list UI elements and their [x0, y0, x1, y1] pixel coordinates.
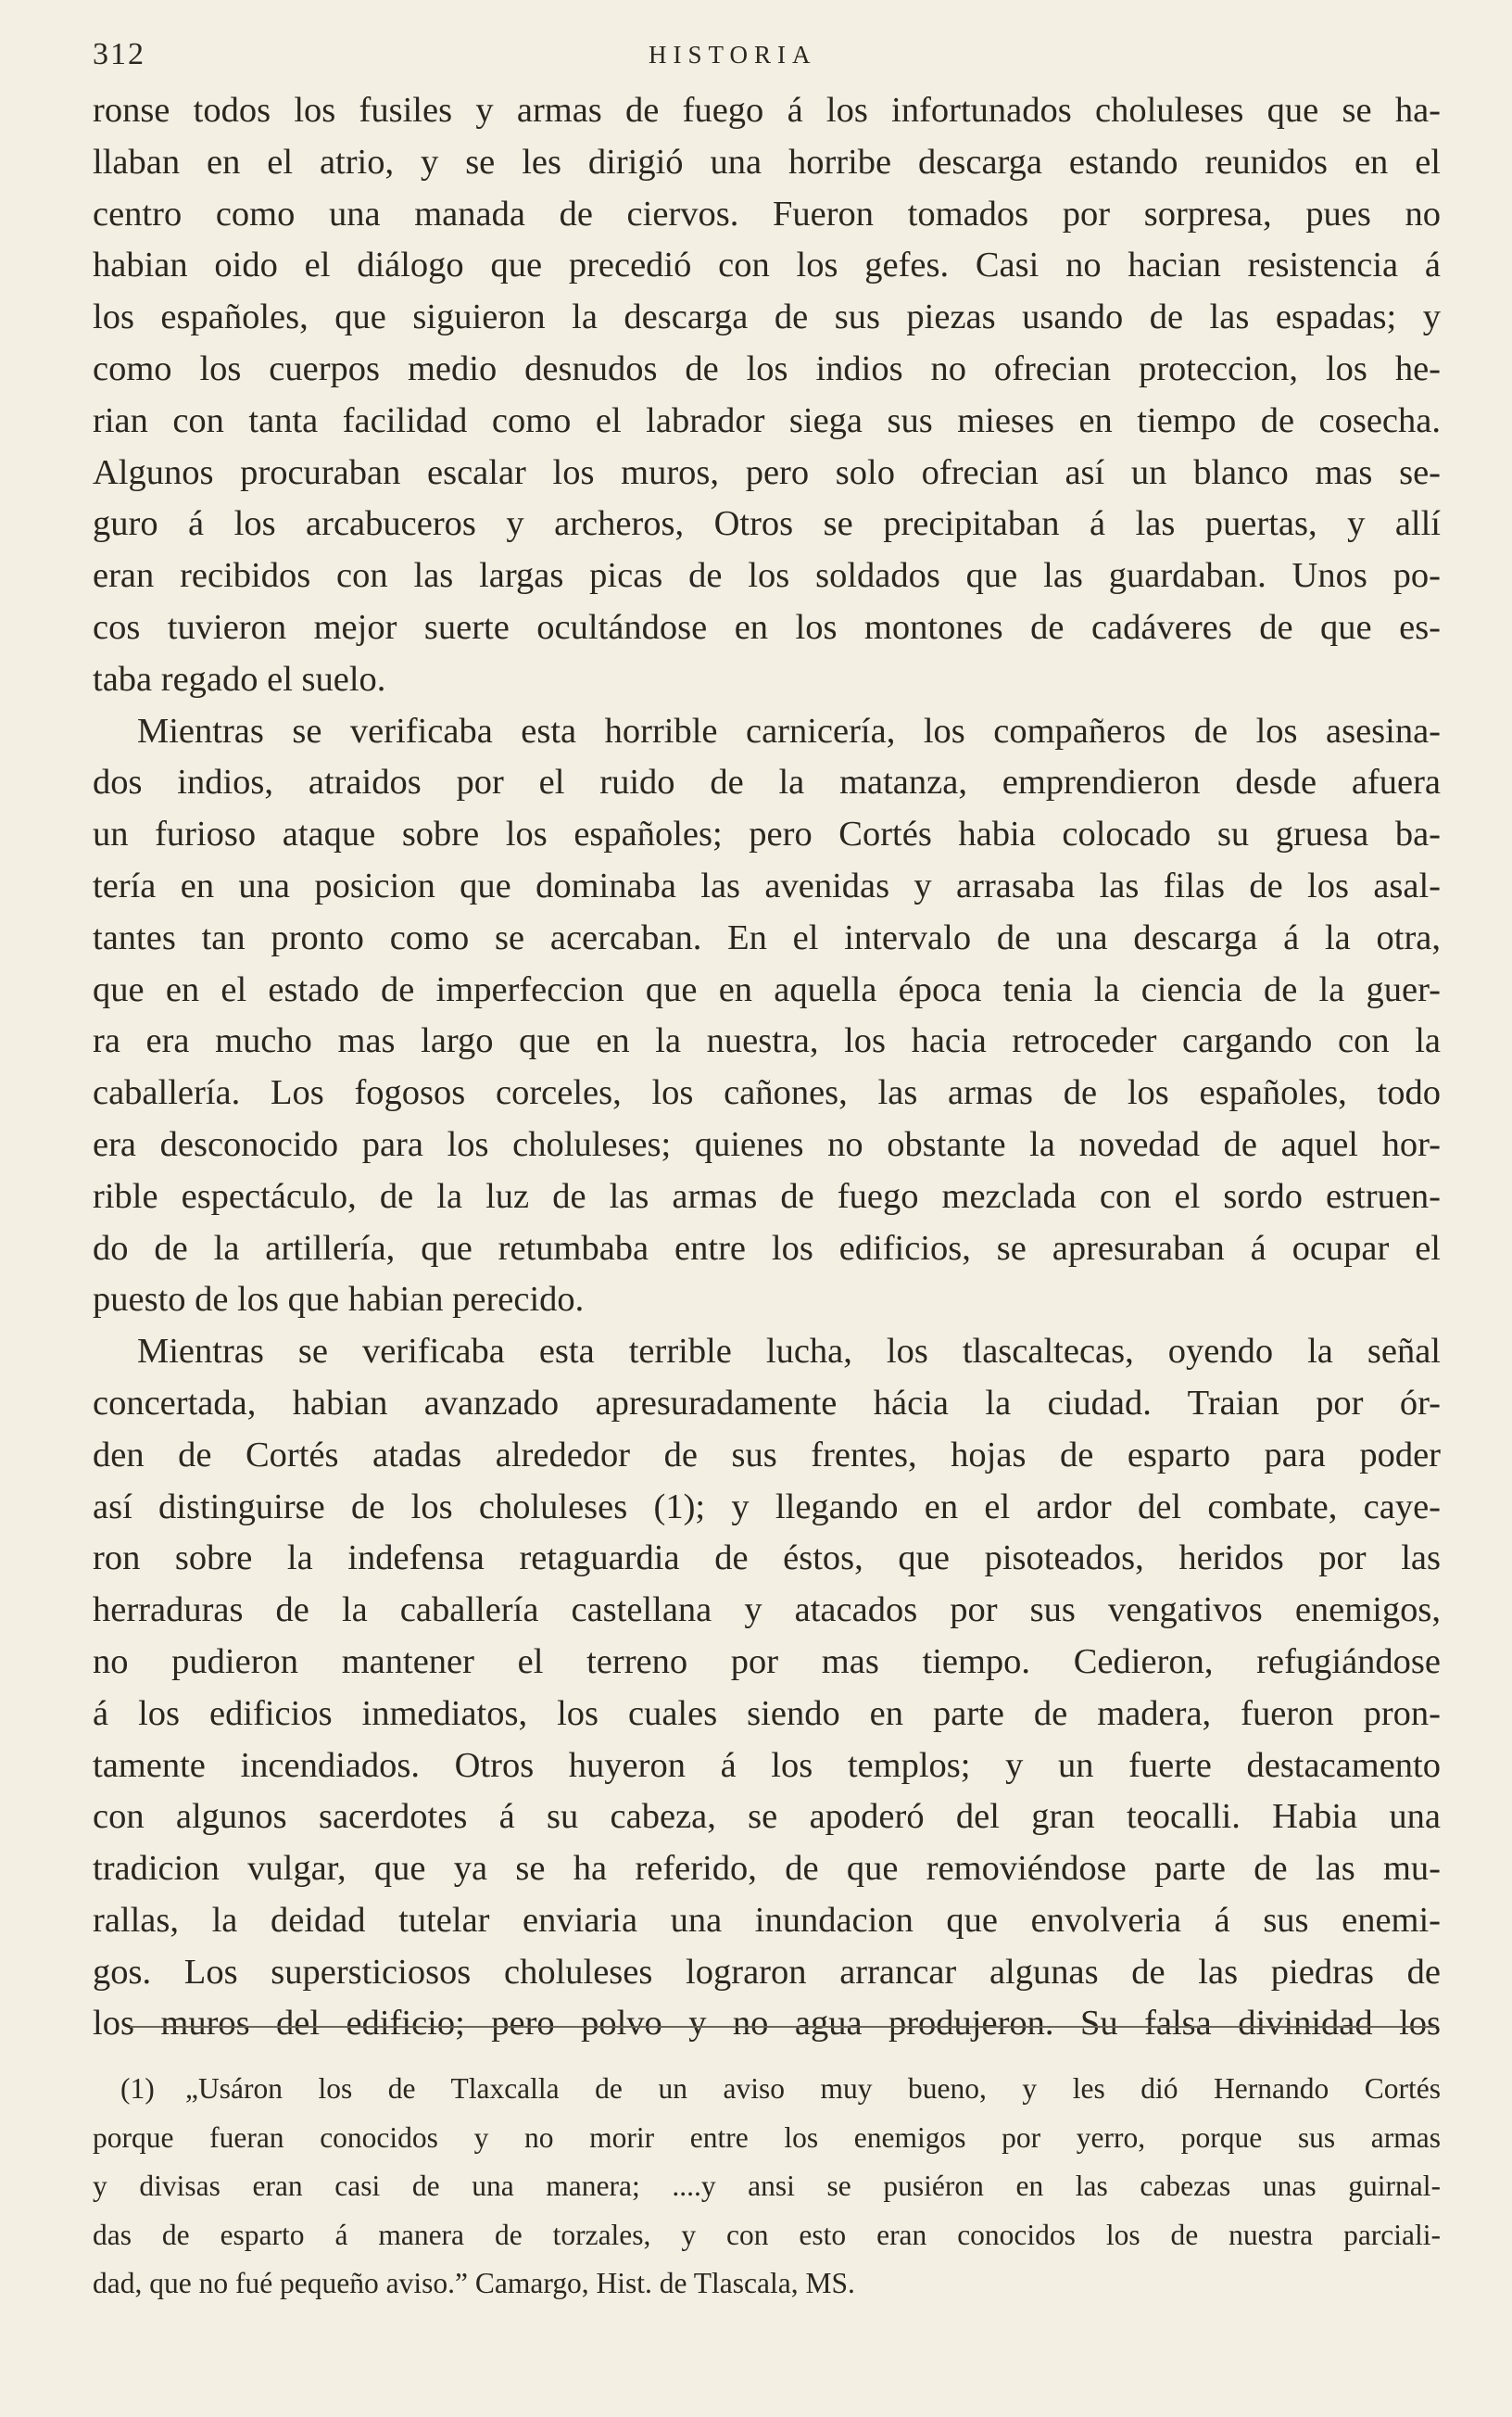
text-line: á los edificios inmediatos, los cuales siendo en parte de madera, fueron pron-	[93, 1693, 1441, 1733]
text-line: taba regado el suelo.	[93, 659, 386, 699]
text-line: tamente incendiados. Otros huyeron á los templos; y un fuerte destacamento	[93, 1745, 1441, 1785]
text-line: do de la artillería, que retumbaba entre los edificios, se apresuraban á ocupar el	[93, 1228, 1441, 1268]
text-line: un furioso ataque sobre los españoles; pero Cortés habia colocado su gruesa ba-	[93, 815, 1441, 854]
page-number: 312	[93, 37, 145, 71]
text-line: centro como una manada de ciervos. Fueron tomados por sorpresa, pues no	[93, 194, 1441, 234]
footnote-line: das de esparto á manera de torzales, y con esto eran conocidos los de nuestra parciali-	[93, 2218, 1441, 2251]
text-line: ra era mucho mas largo que en la nuestra, los hacia retroceder cargando con la	[93, 1021, 1441, 1061]
footnote-line: dad, que no fué pequeño aviso.” Camargo, Hist. de Tlascala, MS.	[93, 2267, 855, 2299]
text-line: que en el estado de imperfeccion que en aquella época tenia la ciencia de la guer-	[93, 969, 1441, 1009]
footnote-text: „Usáron los de Tlaxcalla de un aviso muy bueno, y les dió Hernando Cortés	[185, 2072, 1441, 2105]
text-line: cos tuvieron mejor suerte ocultándose en los montones de cadáveres de que es-	[93, 607, 1441, 647]
text-line: concertada, habian avanzado apresuradamente hácia la ciudad. Traian por ór-	[93, 1383, 1441, 1423]
text-line: puesto de los que habian perecido.	[93, 1280, 585, 1320]
running-head: HISTORIA	[649, 41, 817, 69]
body-text	[93, 85, 1441, 2050]
text-line: dos indios, atraidos por el ruido de la matanza, emprendieron desde afuera	[93, 763, 1441, 803]
text-line: como los cuerpos medio desnudos de los indios no ofrecian proteccion, los he-	[93, 348, 1441, 388]
text-line: los muros del edificio; pero polvo y no agua produjeron. Su falsa divinidad los	[93, 2004, 1441, 2044]
text-line: ronse todos los fusiles y armas de fuego á los infortunados choluleses que se ha-	[93, 91, 1441, 130]
page-header	[93, 37, 1436, 74]
text-line: Mientras se verificaba esta terrible lucha, los tlascaltecas, oyendo la señal	[137, 1332, 1441, 1372]
text-line: los españoles, que siguieron la descarga de sus piezas usando de las espadas; y	[93, 297, 1441, 337]
text-line: habian oido el diálogo que precedió con los gefes. Casi no hacian resistencia á	[93, 246, 1441, 285]
footnote-line: porque fueran conocidos y no morir entre los enemigos por yerro, porque sus armas	[93, 2120, 1441, 2154]
text-line: con algunos sacerdotes á su cabeza, se apoderó del gran teocalli. Habia una	[93, 1797, 1441, 1837]
text-line: así distinguirse de los choluleses (1); y llegando en el ardor del combate, caye-	[93, 1487, 1441, 1526]
text-line: den de Cortés atadas alrededor de sus frentes, hojas de esparto para poder	[93, 1435, 1441, 1474]
text-line: eran recibidos con las largas picas de los soldados que las guardaban. Unos po-	[93, 556, 1441, 596]
text-line: rible espectáculo, de la luz de las armas de fuego mezclada con el sordo estruen-	[93, 1176, 1441, 1216]
text-line: ron sobre la indefensa retaguardia de éstos, que pisoteados, heridos por las	[93, 1538, 1441, 1578]
footnote-line	[93, 2065, 1441, 2114]
text-line: Mientras se verificaba esta horrible carnicería, los compañeros de los asesina-	[137, 711, 1441, 751]
text-line: herraduras de la caballería castellana y atacados por sus vengativos enemigos,	[93, 1590, 1441, 1630]
text-line: tantes tan pronto como se acercaban. En el intervalo de una descarga á la otra,	[93, 917, 1441, 957]
footnote	[93, 2065, 1441, 2309]
footnote-divider	[130, 2026, 1436, 2028]
text-line: guro á los arcabuceros y archeros, Otros se precipitaban á las puertas, y allí	[93, 504, 1441, 544]
text-line: gos. Los supersticiosos choluleses lograron arrancar algunas de las piedras de	[93, 1952, 1441, 1992]
text-line: era desconocido para los choluleses; quienes no obstante la novedad de aquel hor-	[93, 1124, 1441, 1164]
text-line: rian con tanta facilidad como el labrador siega sus mieses en tiempo de cosecha.	[93, 400, 1441, 440]
text-line: Algunos procuraban escalar los muros, pero solo ofrecian así un blanco mas se-	[93, 452, 1441, 492]
footnote-marker: (1)	[120, 2072, 155, 2105]
text-line: llaban en el atrio, y se les dirigió una horribe descarga estando reunidos en el	[93, 142, 1441, 182]
text-line: no pudieron mantener el terreno por mas tiempo. Cedieron, refugiándose	[93, 1641, 1441, 1681]
footnote-line: y divisas eran casi de una manera; ....y ansi se pusiéron en las cabezas unas guirnal-	[93, 2170, 1441, 2202]
text-line: rallas, la deidad tutelar enviaria una inundacion que envolveria á sus enemi-	[93, 1900, 1441, 1940]
text-line: tería en una posicion que dominaba las avenidas y arrasaba las filas de los asal-	[93, 866, 1441, 905]
text-line: caballería. Los fogosos corceles, los cañones, las armas de los españoles, todo	[93, 1073, 1441, 1113]
text-line: tradicion vulgar, que ya se ha referido, de que removiéndose parte de las mu-	[93, 1849, 1441, 1889]
